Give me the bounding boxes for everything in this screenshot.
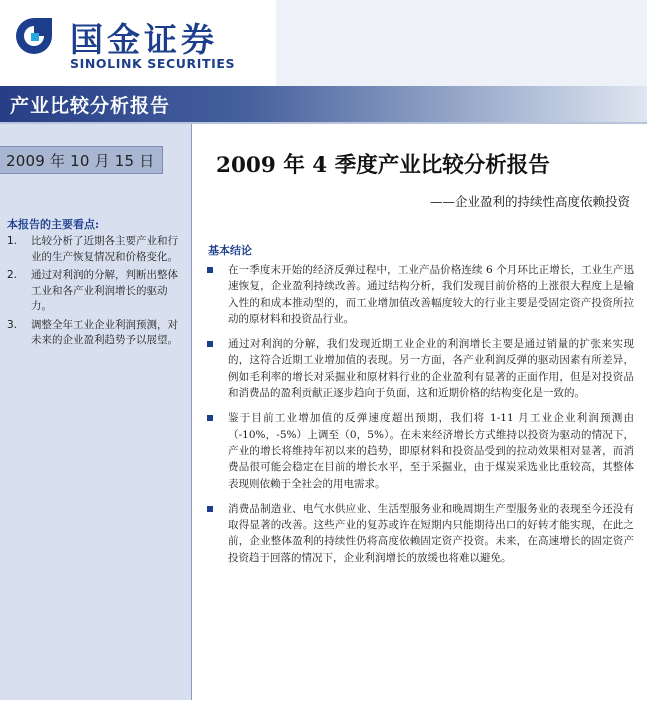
square-bullet-icon xyxy=(207,341,213,347)
highlight-number: 2. xyxy=(7,269,18,281)
conclusion-item xyxy=(204,410,634,491)
report-type-banner xyxy=(0,86,647,122)
sinolink-logo-icon xyxy=(14,16,54,56)
conclusions-list xyxy=(204,262,634,575)
highlight-item xyxy=(7,234,183,265)
highlight-text: 调整全年工业企业利润预测，对未来的企业盈利趋势予以展望。 xyxy=(31,318,178,346)
section-title: 基本结论 xyxy=(208,244,252,257)
highlights-title: 本报告的主要看点: xyxy=(7,218,100,231)
sidebar xyxy=(0,124,192,700)
highlight-item xyxy=(7,318,183,349)
conclusion-text: 在一季度末开始的经济反弹过程中，工业产品价格连续 6 个月环比正增长，工业生产迅速恢复，企业盈利持续改善。通过结构分析，我们发现目前价格的上涨很大程度上是输入性的和成本推动型的，而工业增加值改善幅度较大的行业主要是受固定资产投资所拉动的原材料和投资品行业。 xyxy=(228,264,634,325)
highlight-item xyxy=(7,268,183,315)
highlight-number: 1. xyxy=(7,235,18,247)
conclusion-item xyxy=(204,336,634,401)
square-bullet-icon xyxy=(207,415,213,421)
conclusion-item xyxy=(204,501,634,566)
report-date: 2009 年 10 月 15 日 xyxy=(6,152,155,170)
square-bullet-icon xyxy=(207,506,213,512)
conclusion-text: 消费品制造业、电气水供应业、生活型服务业和晚周期生产型服务业的表现至今还没有取得显著的改善。这些产业的复苏或许在短期内只能期待出口的好转才能实现，在此之前，企业整体盈利的持续性仍将高度依赖固定资产投资。未来，在高速增长的固定资产投资趋于回落的情况下，企业利润增长的放缓也将难以避免。 xyxy=(228,502,634,564)
banner-title: 产业比较分析报告 xyxy=(10,95,171,117)
main-content xyxy=(198,124,638,702)
report-title: 2009 年 4 季度产业比较分析报告 xyxy=(216,153,550,178)
conclusion-text: 通过对利润的分解，我们发现近期工业企业的利润增长主要是通过销量的扩张来实现的，这符合近期工业增加值的表现。另一方面，各产业利润反弹的驱动因素有所差异，例如毛利率的增长对采掘业和原材料行业的企业盈利有显著的正面作用，但是对投资品和消费品的盈利贡献正逐步趋向于负面，这和近期价格的结构变化是一致的。 xyxy=(228,338,634,400)
highlights-list xyxy=(7,234,183,352)
report-subtitle: ——企业盈利的持续性高度依赖投资 xyxy=(429,194,630,209)
header-background xyxy=(276,0,647,86)
square-bullet-icon xyxy=(207,267,213,273)
conclusion-item xyxy=(204,262,634,327)
conclusion-text: 鉴于目前工业增加值的反弹速度超出预期，我们将 1-11 月工业企业利润预测由（-10%，-5%）上调至（0，5%）。在未来经济增长方式维持以投资为驱动的情况下，产业的增长将维持年初以来的趋势，即原材料和投资品受到的拉动效果相对显著，而消费品很可能会稳定在目前的增长水平，至于采掘业，由于煤炭采选业比重较高，其整体表现则依赖于全社会的用电需求。 xyxy=(228,412,634,490)
highlight-text: 比较分析了近期各主要产业和行业的生产恢复情况和价格变化。 xyxy=(31,235,178,263)
logo-chinese-name: 国金证券 xyxy=(70,20,218,59)
date-box xyxy=(0,146,163,174)
highlight-text: 通过对利润的分解，判断出整体工业和各产业利润增长的驱动力。 xyxy=(31,269,178,312)
logo-english-name: SINOLINK SECURITIES xyxy=(70,56,236,71)
highlight-number: 3. xyxy=(7,318,18,331)
sinolink-logo xyxy=(8,8,258,74)
